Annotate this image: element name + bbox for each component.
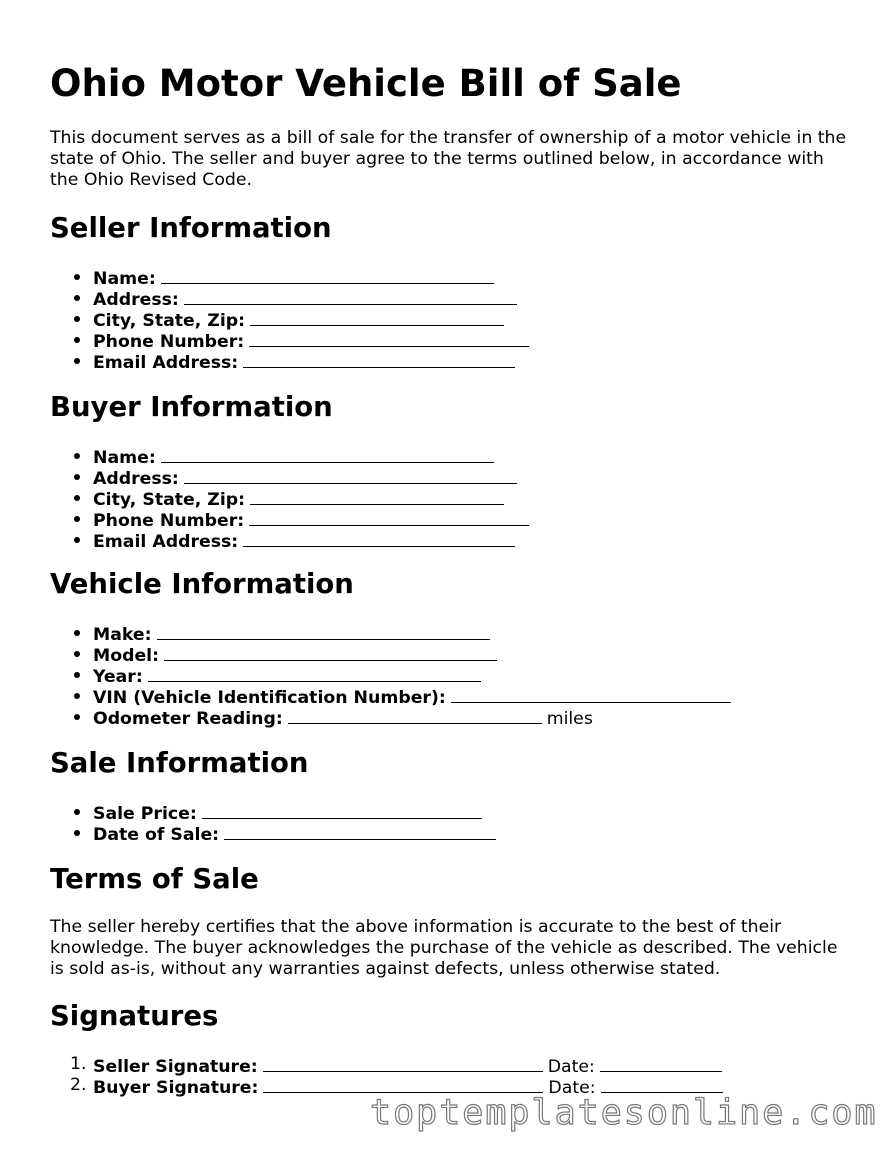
buyer-signature-blank[interactable] bbox=[263, 1075, 543, 1093]
buyer-heading: Buyer Information bbox=[50, 391, 333, 423]
seller-email-item bbox=[50, 350, 529, 371]
seller-city-state-zip-item bbox=[50, 308, 529, 329]
field-label: Name: bbox=[93, 269, 156, 289]
buyer-name-blank[interactable] bbox=[161, 445, 494, 463]
seller-field-list bbox=[50, 266, 529, 371]
field-label: Model: bbox=[93, 646, 159, 666]
buyer-date-blank[interactable] bbox=[601, 1075, 723, 1093]
signature-label: Buyer Signature: bbox=[93, 1078, 259, 1098]
field-label: VIN (Vehicle Identification Number): bbox=[93, 688, 446, 708]
buyer-email-blank[interactable] bbox=[243, 529, 515, 547]
field-label: Phone Number: bbox=[93, 511, 245, 531]
seller-address-blank[interactable] bbox=[184, 287, 517, 305]
list-number: 1. bbox=[70, 1054, 87, 1074]
field-label: Make: bbox=[93, 625, 152, 645]
field-label: Date of Sale: bbox=[93, 825, 220, 845]
seller-signature-blank[interactable] bbox=[263, 1054, 543, 1072]
field-label: City, State, Zip: bbox=[93, 311, 246, 331]
seller-name-item bbox=[50, 266, 529, 287]
vehicle-model-item bbox=[50, 643, 731, 664]
field-label: Name: bbox=[93, 448, 156, 468]
buyer-city-state-zip-item bbox=[50, 487, 529, 508]
field-label: Email Address: bbox=[93, 353, 239, 373]
vehicle-vin-blank[interactable] bbox=[451, 685, 731, 703]
signature-list bbox=[50, 1054, 723, 1096]
sale-heading: Sale Information bbox=[50, 747, 309, 779]
buyer-name-item bbox=[50, 445, 529, 466]
sale-field-list bbox=[50, 801, 496, 843]
vehicle-year-blank[interactable] bbox=[148, 664, 481, 682]
seller-heading: Seller Information bbox=[50, 212, 332, 244]
seller-name-blank[interactable] bbox=[161, 266, 494, 284]
field-label: Address: bbox=[93, 290, 179, 310]
sale-date-blank[interactable] bbox=[224, 822, 496, 840]
terms-paragraph: The seller hereby certifies that the above information is accurate to the best of their knowledge. The buyer acknowledges the purchase of the vehicle as described. The vehicle is sold as-is, without any warranties against defects, unless otherwise stated. bbox=[50, 917, 838, 979]
seller-city-state-zip-blank[interactable] bbox=[250, 308, 504, 326]
buyer-field-list bbox=[50, 445, 529, 550]
seller-phone-blank[interactable] bbox=[249, 329, 529, 347]
buyer-email-item bbox=[50, 529, 529, 550]
field-label: City, State, Zip: bbox=[93, 490, 246, 510]
odometer-unit: miles bbox=[546, 709, 593, 729]
field-label: Year: bbox=[93, 667, 143, 687]
seller-date-blank[interactable] bbox=[600, 1054, 722, 1072]
seller-phone-item bbox=[50, 329, 529, 350]
field-label: Address: bbox=[93, 469, 179, 489]
field-label: Phone Number: bbox=[93, 332, 245, 352]
document-title: Ohio Motor Vehicle Bill of Sale bbox=[50, 62, 682, 105]
watermark-text: toptemplatesonline.com bbox=[370, 1093, 878, 1133]
vehicle-make-blank[interactable] bbox=[157, 622, 490, 640]
signature-label: Seller Signature: bbox=[93, 1057, 258, 1077]
field-label: Odometer Reading: bbox=[93, 709, 283, 729]
vehicle-odometer-blank[interactable] bbox=[288, 706, 542, 724]
sale-price-item bbox=[50, 801, 496, 822]
sale-date-item bbox=[50, 822, 496, 843]
buyer-phone-blank[interactable] bbox=[249, 508, 529, 526]
vehicle-odometer-item bbox=[50, 706, 731, 727]
field-label: Sale Price: bbox=[93, 804, 197, 824]
buyer-phone-item bbox=[50, 508, 529, 529]
date-label: Date: bbox=[547, 1057, 595, 1077]
intro-paragraph: This document serves as a bill of sale for the transfer of ownership of a motor vehicle in the state of Ohio. The seller and buyer agree to the terms outlined below, in accordance with the Ohio Revised Code. bbox=[50, 128, 847, 190]
vehicle-year-item bbox=[50, 664, 731, 685]
field-label: Email Address: bbox=[93, 532, 239, 552]
terms-heading: Terms of Sale bbox=[50, 863, 259, 895]
buyer-address-item bbox=[50, 466, 529, 487]
vehicle-field-list bbox=[50, 622, 731, 727]
buyer-address-blank[interactable] bbox=[184, 466, 517, 484]
vehicle-heading: Vehicle Information bbox=[50, 568, 354, 600]
vehicle-make-item bbox=[50, 622, 731, 643]
seller-signature-item bbox=[50, 1054, 723, 1075]
date-label: Date: bbox=[548, 1078, 596, 1098]
vehicle-vin-item bbox=[50, 685, 731, 706]
seller-address-item bbox=[50, 287, 529, 308]
sale-price-blank[interactable] bbox=[202, 801, 482, 819]
vehicle-model-blank[interactable] bbox=[164, 643, 497, 661]
seller-email-blank[interactable] bbox=[243, 350, 515, 368]
signatures-heading: Signatures bbox=[50, 1000, 219, 1032]
buyer-city-state-zip-blank[interactable] bbox=[250, 487, 504, 505]
list-number: 2. bbox=[70, 1075, 87, 1095]
